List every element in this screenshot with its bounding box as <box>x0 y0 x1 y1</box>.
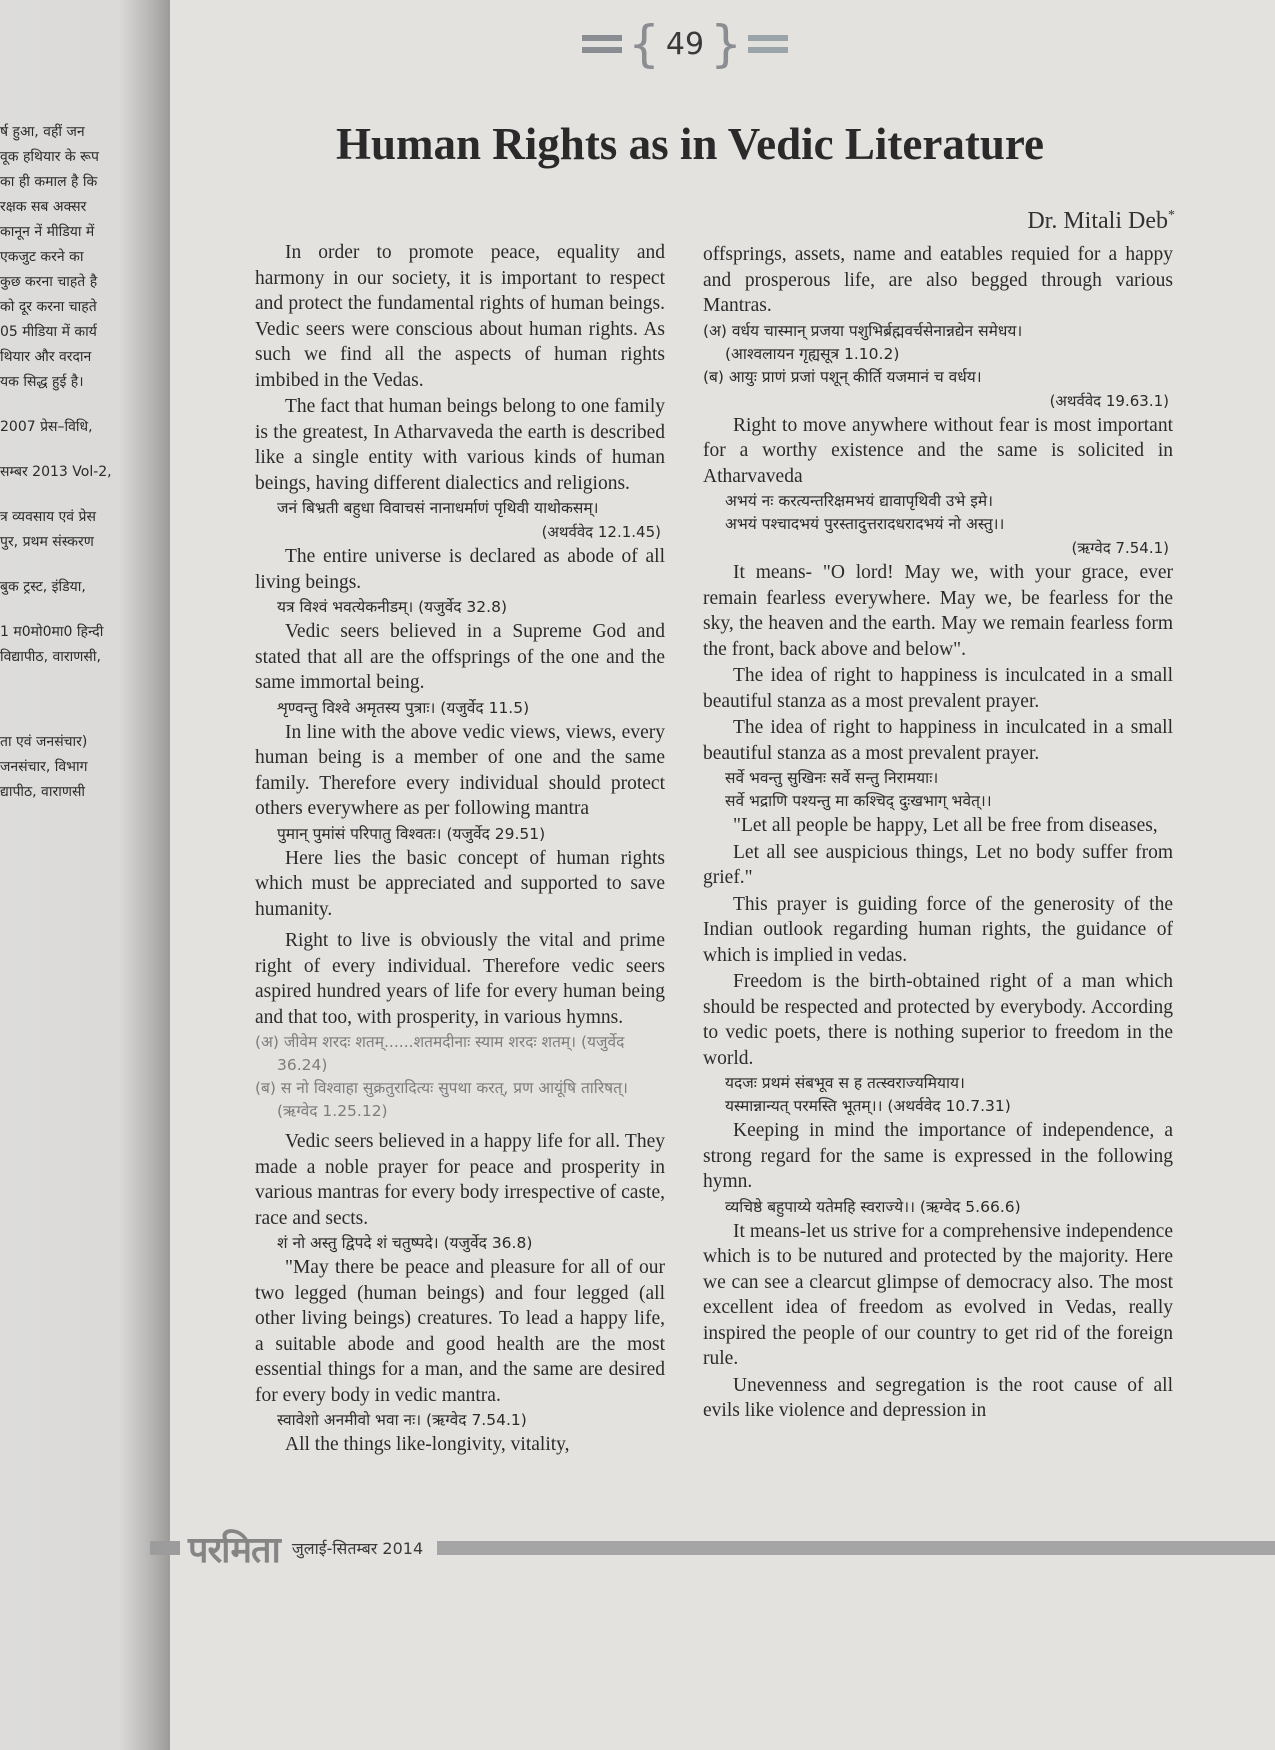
sanskrit-verse: अभयं पश्चादभयं पुरस्तादुत्तरादधरादभयं नो अस्तु।। <box>725 515 1005 533</box>
page-number: 49 <box>665 26 705 62</box>
verse-reference: (ऋग्वेद 7.54.1) <box>1071 539 1169 557</box>
paragraph: The entire universe is declared as abode of all living beings. <box>255 546 665 593</box>
sanskrit-verse: जनं बिभ्रती बहुधा विवाचसं नानाधर्माणं पृथिवी याथोकसम्। <box>277 499 599 517</box>
paragraph: "May there be peace and pleasure for all of our two legged (human beings) and four legged (all other living beings) creatures. To lead a happy life, a suitable abode and good health are the most essential things for a man, and the same are desired for every body in vedic mantra. <box>255 1257 665 1406</box>
facing-ref: सम्बर 2013 Vol-2, <box>0 464 112 480</box>
paragraph: Here lies the basic concept of human rights which must be appreciated and supported to save humanity. <box>255 847 665 920</box>
paragraph: "Let all people be happy, Let all be free from diseases, <box>733 815 1158 836</box>
author-line <box>1027 208 1175 235</box>
facing-line: रक्षक सब अक्सर <box>0 199 87 215</box>
paragraph: In order to promote peace, equality and harmony in our society, it is important to respect and protect the fundamental rights of human beings. Vedic seers were conscious about human rights. As such we find all the aspects of human rights imbibed in the Vedas. <box>255 242 665 391</box>
facing-line: वूक हथियार के रूप <box>0 149 99 165</box>
paragraph: In line with the above vedic views, views, every human being is a member of one and the same family. Therefore every individual should protect others everywhere as per following mantra <box>255 721 665 819</box>
paragraph: The fact that human beings belong to one family is the greatest, In Atharvaveda the earth is described like a single entity with various kinds of human beings, having different dialectics and religions. <box>255 396 665 494</box>
facing-line: द्यापीठ, वाराणसी <box>0 784 86 800</box>
facing-ref: 1 म0मो0मा0 हिन्दी <box>0 624 104 640</box>
paragraph: All the things like-longivity, vitality, <box>285 1434 570 1455</box>
verse-reference: (अथर्ववेद 19.63.1) <box>1049 391 1169 410</box>
paragraph: Unevenness and segregation is the root cause of all evils like violence and depression in <box>703 1374 1173 1421</box>
author-footnote-mark: * <box>1168 208 1175 223</box>
paragraph: Vedic seers believed in a happy life for all. They made a noble prayer for peace and prosperity in various mantras for every body irrespective of caste, race and sects. <box>255 1131 665 1229</box>
facing-line: को दूर करना चाहते <box>0 299 97 315</box>
footer-bar-right <box>437 1541 1275 1555</box>
issue-date: जुलाई-सितम्बर 2014 <box>291 1539 424 1558</box>
right-bars-ornament <box>748 35 788 53</box>
footer-bar-left <box>150 1541 180 1555</box>
column-left <box>255 240 665 1459</box>
facing-page-fragment <box>0 120 150 805</box>
sanskrit-verse: पुमान् पुमांसं परिपातु विश्वतः। (यजुर्वेद 29.51) <box>277 824 546 843</box>
journal-logo: परमिता <box>188 1529 280 1571</box>
sanskrit-verse: शृण्वन्तु विश्वे अमृतस्य पुत्राः। (यजुर्वेद 11.5) <box>277 698 530 717</box>
facing-line: का ही कमाल है कि <box>0 174 98 190</box>
facing-line: ता एवं जनसंचार) <box>0 734 88 750</box>
facing-ref: बुक ट्रस्ट, इंडिया, <box>0 579 86 595</box>
facing-line: 05 मीडिया में कार्य <box>0 324 97 340</box>
paragraph: It means-let us strive for a comprehensive independence which is to be nutured and protected by the majority. Here we can see a clearcut glimpse of democracy also. The most excellent idea of freedom as evolved in Vedas, really inspired the people of our country to get rid of the foreign rule. <box>703 1220 1173 1369</box>
bracket-right-ornament: } <box>710 15 742 73</box>
sanskrit-verse: यदजः प्रथमं संबभूव स ह तत्स्वराज्यमियाय। <box>725 1074 965 1092</box>
paragraph: It means- "O lord! May we, with your grace, ever remain fearless everywhere. May we, be fearless for the sky, the heaven and the earth. May we remain fearless form the front, back above and below". <box>703 562 1173 660</box>
paragraph: Right to move anywhere without fear is most important for a worthy existence and the same is solicited in Atharvaveda <box>703 414 1173 487</box>
sanskrit-verse: शं नो अस्तु द्विपदे शं चतुष्पदे। (यजुर्वेद 36.8) <box>277 1234 533 1252</box>
paragraph: The idea of right to happiness is inculcated in a small beautiful stanza as a most prevalent prayer. <box>703 665 1173 712</box>
verse-reference: (ऋग्वेद 1.25.12) <box>277 1102 388 1120</box>
sanskrit-verse: सर्वे भवन्तु सुखिनः सर्वे सन्तु निरामयाः। <box>725 769 939 787</box>
paragraph: Freedom is the birth-obtained right of a man which should be respected and protected by everybody. According to vedic poets, there is nothing superior to freedom in the world. <box>703 971 1173 1069</box>
verse-reference: (आश्वलायन गृह्यसूत्र 1.10.2) <box>725 344 900 363</box>
sanskrit-verse: सर्वे भद्राणि पश्यन्तु मा कश्चिद् दुःखभाग् भवेत्।। <box>725 792 992 810</box>
paragraph: The idea of right to happiness in inculcated in a small beautiful stanza as a most prevalent prayer. <box>703 717 1173 764</box>
sanskrit-verse: (ब) आयुः प्राणं प्रजां पशून् कीर्ति यजमानं च वर्धय। <box>703 367 982 386</box>
paragraph: Let all see auspicious things, Let no body suffer from grief." <box>703 841 1173 888</box>
facing-line: एकजुट करने का <box>0 249 84 265</box>
facing-line: कानून नें मीडिया में <box>0 224 95 240</box>
left-bars-ornament <box>582 35 622 53</box>
facing-line: कुछ करना चाहते है <box>0 274 98 290</box>
facing-ref: त्र व्यवसाय एवं प्रेस <box>0 509 96 525</box>
facing-line: यक सिद्ध हुई है। <box>0 374 84 390</box>
paragraph: Vedic seers believed in a Supreme God and stated that all are the offsprings of the one and the same immortal being. <box>255 621 665 693</box>
article-title: Human Rights as in Vedic Literature <box>336 119 1044 169</box>
paragraph: Keeping in mind the importance of independence, a strong regard for the same is expressed in the following hymn. <box>703 1120 1173 1192</box>
page-footer <box>150 1529 1275 1571</box>
page-number-header <box>600 14 770 74</box>
sanskrit-verse: स्वावेशो अनमीवो भवा नः। (ऋग्वेद 7.54.1) <box>277 1411 527 1429</box>
bracket-left-ornament: { <box>628 15 660 73</box>
sanskrit-verse: व्यचिष्ठे बहुपाय्ये यतेमहि स्वराज्ये।। (ऋग्वेद 5.66.6) <box>725 1197 1021 1216</box>
facing-ref: विद्यापीठ, वाराणसी, <box>0 649 101 665</box>
sanskrit-verse: यस्मान्नान्यत् परमस्ति भूतम्।। (अथर्ववेद 10.7.31) <box>725 1097 1011 1115</box>
verse-reference: (अथर्ववेद 12.1.45) <box>541 523 661 541</box>
facing-ref: पुर, प्रथम संस्करण <box>0 534 94 550</box>
facing-line: थियार और वरदान <box>0 349 92 365</box>
author-name: Dr. Mitali Deb <box>1027 208 1168 234</box>
facing-line: जनसंचार, विभाग <box>0 759 88 775</box>
sanskrit-verse: यत्र विश्वं भवत्येकनीडम्। (यजुर्वेद 32.8) <box>277 598 507 616</box>
verse-reference: 36.24) <box>277 1056 328 1074</box>
sanskrit-verse: (ब) स नो विश्वाहा सुक्रतुरादित्यः सुपथा करत्, प्रण आयूंषि तारिषत्। <box>255 1079 628 1097</box>
paragraph: offsprings, assets, name and eatables requied for a happy and prosperous life, are also begged through various Mantras. <box>703 244 1173 316</box>
sanskrit-verse: (अ) वर्धय चास्मान् प्रजया पशुभिर्ब्रह्मवर्चसेनान्नद्येन समेधय। <box>703 321 1023 340</box>
column-right <box>703 242 1173 1425</box>
facing-ref: 2007 प्रेस–विधि, <box>0 419 93 435</box>
sanskrit-verse: अभयं नः करत्यन्तरिक्षमभयं द्यावापृथिवी उभे इमे। <box>725 492 993 510</box>
paragraph: Right to live is obviously the vital and prime right of every individual. Therefore vedic seers aspired hundred years of life for every human being and that too, with prosperity, in various hymns. <box>255 930 665 1028</box>
paragraph: This prayer is guiding force of the generosity of the Indian outlook regarding human rights, the guidance of which is implied in vedas. <box>703 893 1173 966</box>
sanskrit-verse: (अ) जीवेम शरदः शतम्......शतमदीनाः स्याम शरदः शतम्। (यजुर्वेद <box>255 1033 625 1051</box>
facing-line: र्ष हुआ, वहीं जन <box>0 124 85 140</box>
